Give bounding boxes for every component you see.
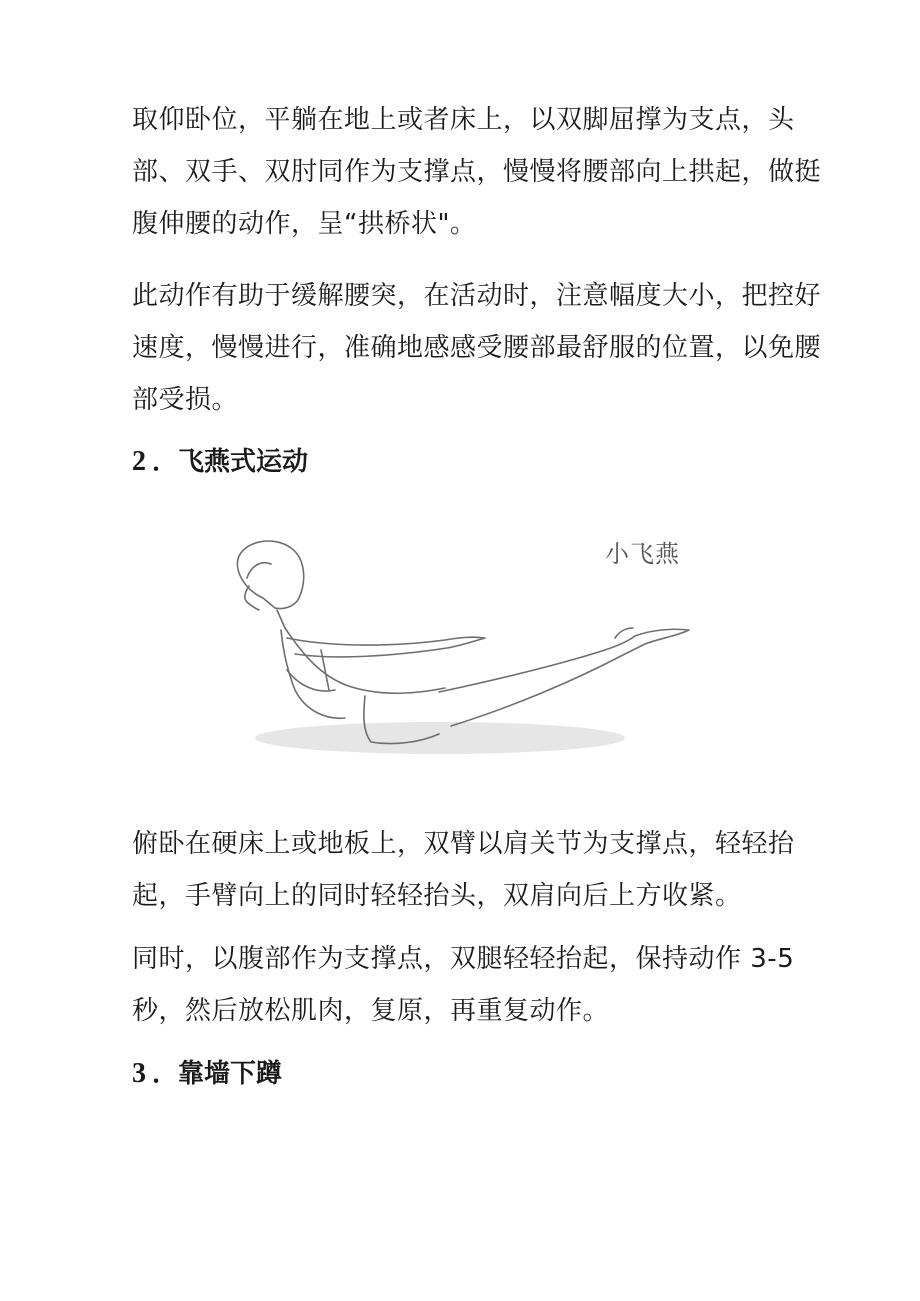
heel bbox=[615, 628, 633, 638]
legs bbox=[439, 629, 689, 726]
neck bbox=[277, 610, 285, 628]
heading-number: 2 bbox=[132, 446, 146, 477]
paragraph-swallow-step2: 同时，以腹部作为支撑点，双腿轻轻抬起，保持动作 3-5 秒，然后放松肌肉，复原，再重复动作。 bbox=[132, 944, 795, 1026]
hair-line bbox=[247, 563, 271, 578]
heading-number: 3 bbox=[132, 1058, 146, 1089]
back-line bbox=[285, 628, 445, 693]
swallow-pose-figure bbox=[225, 520, 705, 760]
head-hair bbox=[237, 541, 303, 608]
heading-text: ．飞燕式运动 bbox=[152, 447, 309, 477]
paragraph-swallow-step1: 俯卧在硬床上或地板上，双臂以肩关节为支撑点，轻轻抬起，手臂向上的同时轻轻抬头，双肩向后上方收紧。 bbox=[132, 829, 795, 911]
paragraph-bridge-benefit: 此动作有助于缓解腰突，在活动时，注意幅度大小，把控好速度，慢慢进行，准确地感感受腰部最舒服的位置，以免腰部受损。 bbox=[132, 281, 822, 415]
face bbox=[245, 586, 259, 610]
arm bbox=[287, 637, 485, 657]
heading-wall-squat bbox=[132, 1054, 282, 1094]
paragraph-bridge-pose: 取仰卧位，平躺在地上或者床上，以双脚屈撑为支点，头部、双手、双肘同作为支撑点，慢慢将腰部向上拱起，做挺腹伸腰的动作，呈“拱桥状"。 bbox=[132, 105, 822, 239]
ground-shadow bbox=[255, 722, 625, 754]
heading-text: ．靠墙下蹲 bbox=[152, 1059, 283, 1089]
heading-swallow-exercise bbox=[132, 442, 308, 482]
figure-label: 小飞燕 bbox=[605, 540, 680, 568]
